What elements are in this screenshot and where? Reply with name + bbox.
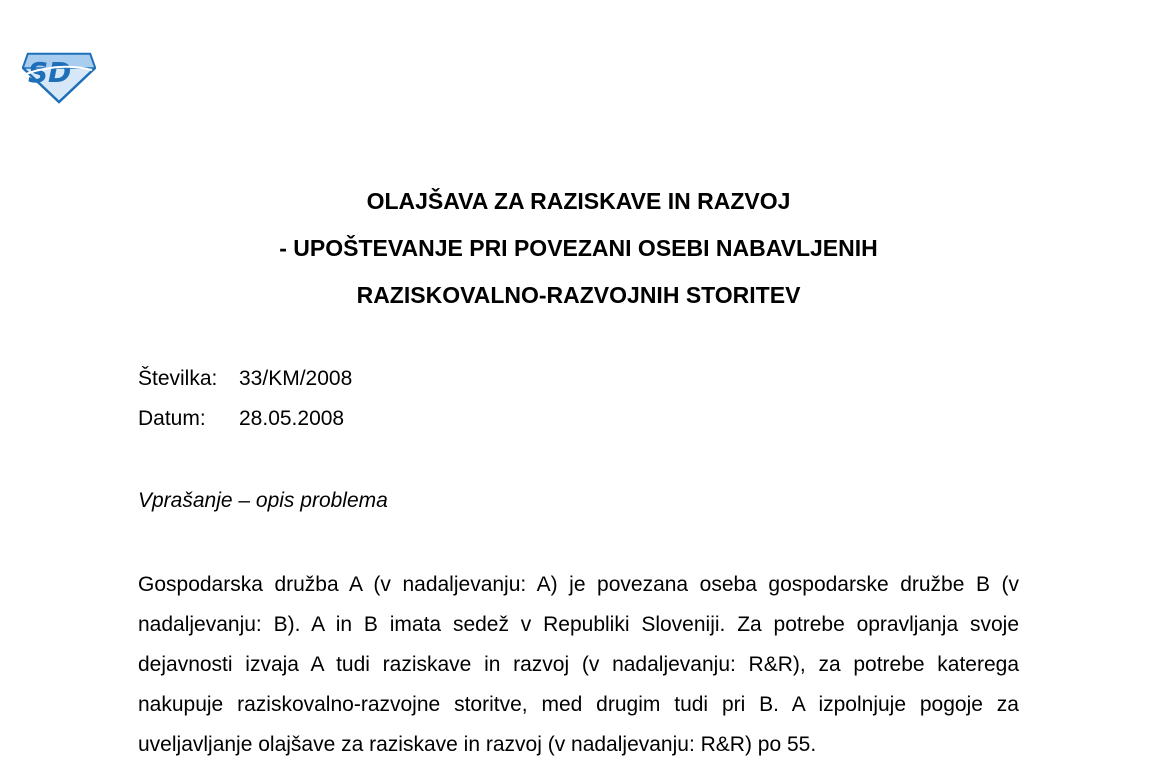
document-meta [138,364,352,444]
meta-date-row [138,404,352,444]
title-line-3: RAZISKOVALNO-RAZVOJNIH STORITEV [356,282,801,308]
meta-number-row [138,364,352,404]
sd-logo-icon [22,48,96,104]
body-paragraph: Gospodarska družba A (v nadaljevanju: A) je povezana oseba gospodarske družbe B (v nadaljevanju: B). A in B imata sedež v Republiki Sloveniji. Za potrebe opravljanja svoje dejavnosti izvaja A tudi raziskave in razvoj (v nadaljevanju: R&R), za potrebe katerega nakupuje raziskovalno-razvojne storitve, med drugim tudi pri B. A izpolnjuje pogoje za uveljavljanje olajšave za raziskave in razvoj (v nadaljevanju: R&R) po 55. [138,573,1019,756]
number-label: Številka: [138,367,218,390]
date-label: Datum: [138,407,206,430]
section-heading: Vprašanje – opis problema [138,489,388,512]
number-value: 33/KM/2008 [239,367,353,390]
date-value: 28.05.2008 [239,407,345,430]
title-line-1: OLAJŠAVA ZA RAZISKAVE IN RAZVOJ [366,188,791,214]
title-line-2: - UPOŠTEVANJE PRI POVEZANI OSEBI NABAVLJENIH [279,235,878,261]
svg-text:D: D [48,56,72,89]
svg-text:S: S [28,56,49,89]
document-title [138,180,1019,321]
